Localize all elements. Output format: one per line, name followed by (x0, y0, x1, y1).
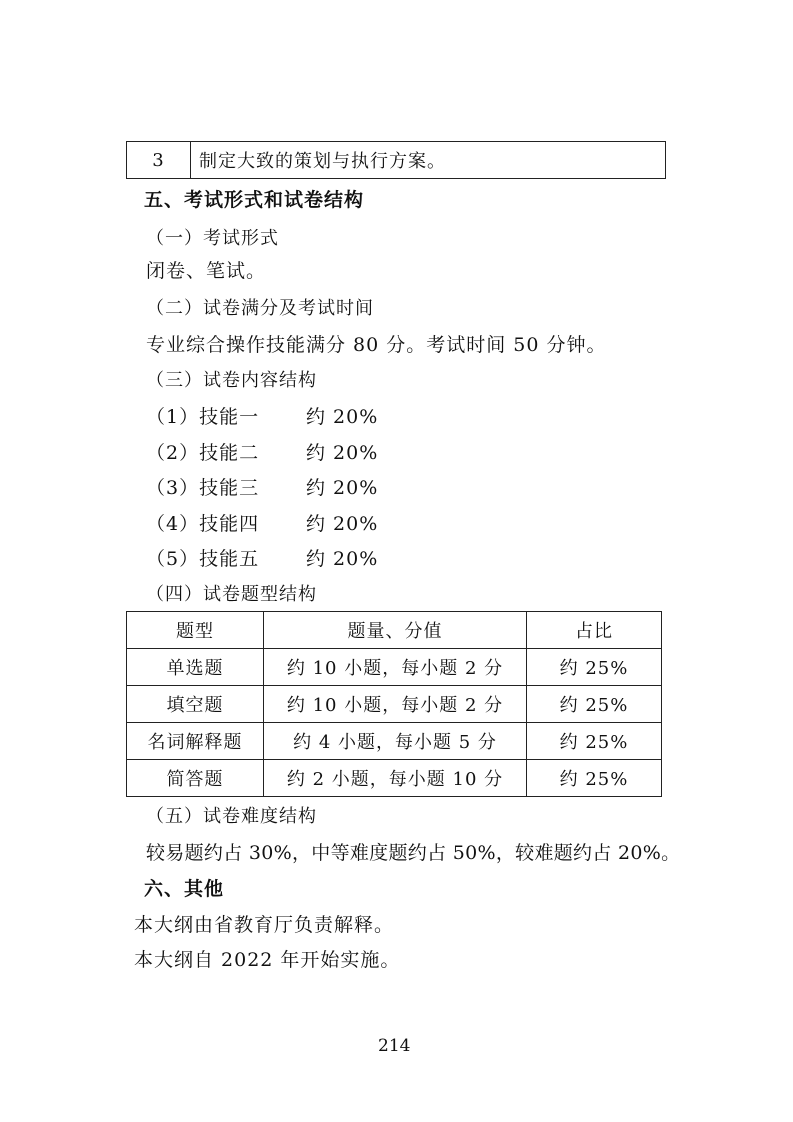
subheading-content-structure: （三）试卷内容结构 (146, 370, 317, 391)
content-item-value: 约 20% (306, 406, 379, 428)
cell-type: 单选题 (127, 649, 264, 686)
section-heading-exam-format: 五、考试形式和试卷结构 (144, 189, 365, 211)
column-header-ratio: 占比 (527, 612, 662, 649)
content-item-value: 约 20% (306, 513, 379, 535)
content-item-label: （2）技能二 (146, 442, 260, 464)
table-row (127, 649, 662, 686)
table-row (127, 723, 662, 760)
section-heading-other: 六、其他 (144, 878, 225, 900)
table-header-row (127, 612, 662, 649)
score-time-text: 专业综合操作技能满分 80 分。考试时间 50 分钟。 (146, 334, 607, 356)
subheading-exam-form: （一）考试形式 (146, 228, 279, 249)
other-line: 本大纲自 2022 年开始实施。 (134, 949, 401, 971)
table-row (127, 142, 666, 179)
exam-form-text: 闭卷、笔试。 (146, 260, 267, 282)
cell-type: 填空题 (127, 686, 264, 723)
page-number: 214 (378, 1036, 411, 1056)
content-item-label: （1）技能一 (146, 406, 260, 428)
row-description: 制定大致的策划与执行方案。 (191, 142, 666, 179)
content-item-value: 约 20% (306, 548, 379, 570)
cell-quantity: 约 10 小题，每小题 2 分 (264, 649, 527, 686)
content-item-label: （3）技能三 (146, 477, 260, 499)
difficulty-text: 较易题约占 30%，中等难度题约占 50%，较难题约占 20%。 (146, 842, 681, 864)
table-row (127, 760, 662, 797)
other-line: 本大纲由省教育厅负责解释。 (134, 914, 395, 936)
content-item-label: （4）技能四 (146, 513, 260, 535)
skills-table-continued (126, 141, 666, 179)
table-row (127, 686, 662, 723)
subheading-score-time: （二）试卷满分及考试时间 (146, 298, 374, 319)
cell-ratio: 约 25% (527, 723, 662, 760)
cell-type: 简答题 (127, 760, 264, 797)
question-type-table (126, 611, 662, 797)
cell-quantity: 约 10 小题，每小题 2 分 (264, 686, 527, 723)
cell-type: 名词解释题 (127, 723, 264, 760)
cell-quantity: 约 2 小题，每小题 10 分 (264, 760, 527, 797)
cell-quantity: 约 4 小题，每小题 5 分 (264, 723, 527, 760)
cell-ratio: 约 25% (527, 649, 662, 686)
subheading-difficulty: （五）试卷难度结构 (146, 806, 317, 827)
column-header-type: 题型 (127, 612, 264, 649)
cell-ratio: 约 25% (527, 760, 662, 797)
column-header-quantity: 题量、分值 (264, 612, 527, 649)
content-item-label: （5）技能五 (146, 548, 260, 570)
cell-ratio: 约 25% (527, 686, 662, 723)
row-number: 3 (127, 142, 191, 179)
subheading-question-types: （四）试卷题型结构 (146, 584, 317, 605)
content-item-value: 约 20% (306, 442, 379, 464)
content-item-value: 约 20% (306, 477, 379, 499)
